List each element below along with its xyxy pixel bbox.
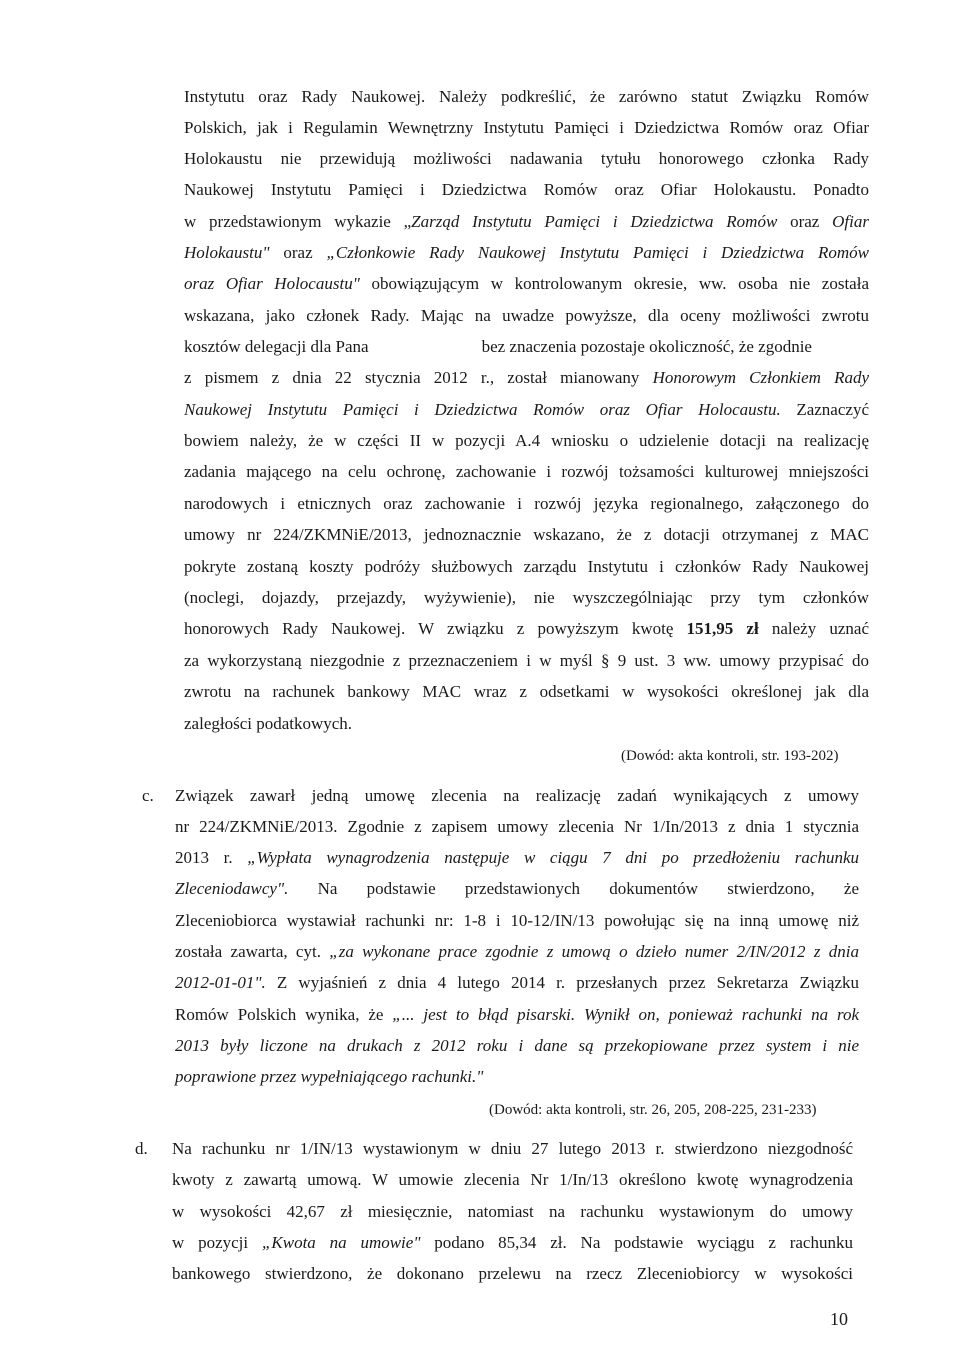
list-marker: d. <box>135 1139 148 1158</box>
text-line: narodowych i etnicznych oraz zachowanie i rozwój języka regionalnego, załączonego do <box>184 494 869 513</box>
text-line: w przedstawionym wykazie „Zarząd Instytutu Pamięci i Dziedzictwa Romów oraz Ofiar <box>184 212 869 231</box>
text-line: (noclegi, dojazdy, przejazdy, wyżywienie), nie wyszczególniając przy tym członków <box>184 588 869 607</box>
text-line: Holokaustu nie przewidują możliwości nadawania tytułu honorowego członka Rady <box>184 149 869 168</box>
text-line: z pismem z dnia 22 stycznia 2012 r., został mianowany Honorowym Członkiem Rady <box>184 368 869 387</box>
text-line: zaległości podatkowych. <box>184 714 353 733</box>
text-line: w pozycji „Kwota na umowie" podano 85,34 zł. Na podstawie wyciągu z rachunku <box>172 1233 853 1252</box>
text-line: bankowego stwierdzono, że dokonano przelewu na rzecz Zleceniobiorcy w wysokości <box>172 1264 853 1283</box>
evidence-reference: (Dowód: akta kontroli, str. 193-202) <box>621 748 839 764</box>
text-line: w wysokości 42,67 zł miesięcznie, natomiast na rachunku wystawionym do umowy <box>172 1202 853 1221</box>
evidence-reference: (Dowód: akta kontroli, str. 26, 205, 208-225, 231-233) <box>489 1102 817 1118</box>
text-line: wskazana, jako członek Rady. Mając na uwadze powyższe, dla oceny możliwości zwrotu <box>184 306 869 325</box>
page-number: 10 <box>830 1309 848 1329</box>
text-line: została zawarta, cyt. „za wykonane prace zgodnie z umową o dzieło numer 2/IN/2012 z dnia <box>175 942 860 961</box>
text-line: Holokaustu" oraz „Członkowie Rady Naukowej Instytutu Pamięci i Dziedzictwa Romów <box>184 243 869 262</box>
text-line: pokryte zostaną koszty podróży służbowych zarządu Instytutu i członków Rady Naukowej <box>184 557 869 576</box>
text-line: 2012-01-01". Z wyjaśnień z dnia 4 lutego 2014 r. przesłanych przez Sekretarza Związku <box>175 973 859 992</box>
text-line: poprawione przez wypełniającego rachunki." <box>175 1067 484 1086</box>
text-line: za wykorzystaną niezgodnie z przeznaczeniem i w myśl § 9 ust. 3 ww. umowy przypisać do <box>184 651 869 670</box>
text-line: Związek zawarł jedną umowę zlecenia na realizację zadań wynikających z umowy <box>175 786 859 805</box>
text-line: Naukowej Instytutu Pamięci i Dziedzictwa Romów oraz Ofiar Holocaustu. Zaznaczyć <box>184 400 869 419</box>
text-line: bowiem należy, że w części II w pozycji A.4 wniosku o udzielenie dotacji na realizację <box>184 431 869 450</box>
list-marker: c. <box>142 786 154 805</box>
text-line: 2013 r. „Wypłata wynagrodzenia następuje w ciągu 7 dni po przedłożeniu rachunku <box>175 848 859 867</box>
text-line: Naukowej Instytutu Pamięci i Dziedzictwa Romów oraz Ofiar Holokaustu. Ponadto <box>184 180 869 199</box>
text-line: Polskich, jak i Regulamin Wewnętrzny Instytutu Pamięci i Dziedzictwa Romów oraz Ofiar <box>184 118 869 137</box>
text-line: umowy nr 224/ZKMNiE/2013, jednoznacznie wskazano, że z dotacji otrzymanej z MAC <box>184 525 869 544</box>
text-line: 2013 były liczone na drukach z 2012 roku i dane są przekopiowane przez system i nie <box>175 1036 859 1055</box>
text-line: Zleceniobiorca wystawiał rachunki nr: 1-8 i 10-12/IN/13 powołując się na inną umowę niż <box>175 911 859 930</box>
text-line: honorowych Rady Naukowej. W związku z powyższym kwotę 151,95 zł należy uznać <box>184 619 869 638</box>
text-line: Romów Polskich wynika, że „... jest to błąd pisarski. Wynikł on, ponieważ rachunki na rok <box>175 1005 859 1024</box>
text-line: Instytutu oraz Rady Naukowej. Należy podkreślić, że zarówno statut Związku Romów <box>184 87 869 106</box>
text-line: Zleceniodawcy". Na podstawie przedstawionych dokumentów stwierdzono, że <box>175 879 859 898</box>
text-line: kwoty z zawartą umową. W umowie zlecenia Nr 1/In/13 określono kwotę wynagrodzenia <box>172 1170 853 1189</box>
text-line: kosztów delegacji dla Pana bez znaczenia pozostaje okoliczność, że zgodnie <box>184 337 812 356</box>
text-line: Na rachunku nr 1/IN/13 wystawionym w dniu 27 lutego 2013 r. stwierdzono niezgodność <box>172 1139 853 1158</box>
text-line: zadania mającego na celu ochronę, zachowanie i rozwój tożsamości kulturowej mniejszości <box>184 462 869 481</box>
text-line: oraz Ofiar Holocaustu" obowiązującym w kontrolowanym okresie, ww. osoba nie została <box>184 274 869 293</box>
text-line: nr 224/ZKMNiE/2013. Zgodnie z zapisem umowy zlecenia Nr 1/In/2013 z dnia 1 stycznia <box>175 817 859 836</box>
text-line: zwrotu na rachunek bankowy MAC wraz z odsetkami w wysokości określonej jak dla <box>184 682 869 701</box>
